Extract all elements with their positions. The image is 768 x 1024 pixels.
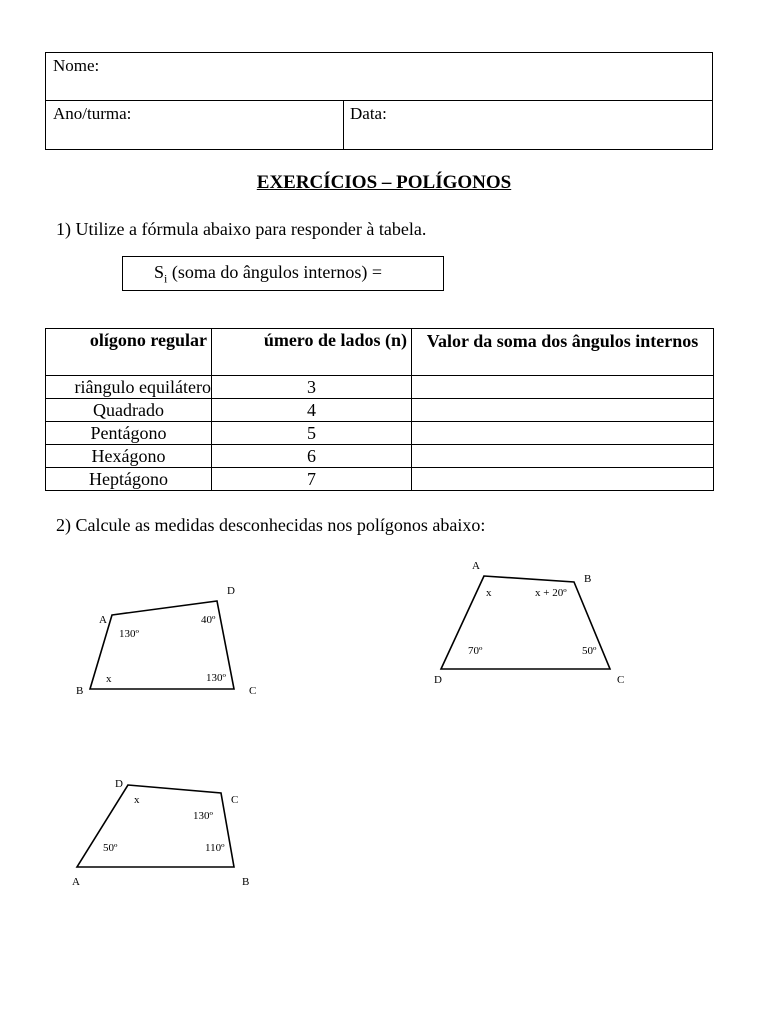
formula-text (154, 262, 382, 287)
fig3-vertex-a: A (72, 876, 80, 888)
fig1-angle-b: x (106, 673, 112, 685)
cell-sides: 4 (212, 399, 412, 422)
cell-sum[interactable] (412, 376, 714, 399)
fig3-vertex-b: B (242, 876, 250, 888)
table-row (46, 422, 714, 445)
cell-sum[interactable] (412, 422, 714, 445)
info-divider (343, 101, 344, 150)
figure-1-quadrilateral (76, 585, 256, 697)
fig3-vertex-c: C (231, 794, 239, 806)
question-2-text: 2) Calcule as medidas desconhecidas nos polígonos abaixo: (56, 515, 486, 535)
fig2-vertex-b: B (584, 573, 592, 585)
header-sum: Valor da soma dos ângulos internos (412, 329, 714, 376)
fig2-angle-c: 50º (582, 645, 597, 657)
cell-sides: 5 (212, 422, 412, 445)
page-title: EXERCÍCIOS – POLÍGONOS (256, 172, 512, 193)
student-info-box (45, 52, 713, 150)
cell-polygon: Quadrado (46, 399, 212, 422)
fig3-angle-d: x (134, 794, 140, 806)
date-label: Data: (350, 104, 387, 123)
cell-sides: 3 (212, 376, 412, 399)
formula-subscript: i (164, 271, 168, 286)
table-row (46, 468, 714, 491)
fig2-vertex-a: A (472, 560, 480, 572)
cell-polygon: Heptágono (46, 468, 212, 491)
name-label: Nome: (53, 56, 100, 75)
fig1-vertex-d: D (227, 585, 235, 597)
fig2-angle-b: x + 20º (535, 587, 567, 599)
fig2-vertex-d: D (434, 674, 442, 686)
cell-polygon: Pentágono (46, 422, 212, 445)
polygon-figures (0, 540, 768, 900)
polygon-table (45, 328, 714, 491)
figure-3-quadrilateral (72, 778, 249, 888)
cell-sides: 7 (212, 468, 412, 491)
cell-sum[interactable] (412, 468, 714, 491)
cell-sum[interactable] (412, 399, 714, 422)
table-row (46, 445, 714, 468)
formula-symbol: S (154, 262, 165, 282)
fig2-angle-d: 70º (468, 645, 483, 657)
table-row (46, 399, 714, 422)
cell-polygon: riângulo equilátero (46, 376, 212, 399)
fig3-vertex-d: D (115, 778, 123, 790)
cell-sides: 6 (212, 445, 412, 468)
fig2-vertex-c: C (617, 674, 625, 686)
question-1-text: 1) Utilize a fórmula abaixo para responder à tabela. (56, 219, 427, 239)
cell-polygon: Hexágono (46, 445, 212, 468)
header-polygon: olígono regular (46, 329, 212, 376)
figure-3-shape (77, 785, 234, 867)
formula-box (122, 256, 444, 291)
fig1-angle-a: 130º (119, 628, 139, 640)
fig3-angle-c: 130º (193, 810, 213, 822)
fig1-angle-c: 130º (206, 672, 226, 684)
table-header-row (46, 329, 714, 376)
fig3-angle-a: 50º (103, 842, 118, 854)
cell-sum[interactable] (412, 445, 714, 468)
fig1-vertex-b: B (76, 685, 84, 697)
header-sides: úmero de lados (n) (212, 329, 412, 376)
name-row (46, 53, 712, 101)
formula-description: (soma do ângulos internos) = (167, 262, 382, 282)
fig2-angle-a: x (486, 587, 492, 599)
fig1-vertex-c: C (249, 685, 257, 697)
figure-2-quadrilateral (434, 560, 624, 686)
table-row (46, 376, 714, 399)
fig3-angle-b: 110º (205, 842, 225, 854)
class-label: Ano/turma: (53, 104, 132, 123)
fig1-angle-d: 40º (201, 614, 216, 626)
fig1-vertex-a: A (99, 614, 107, 626)
